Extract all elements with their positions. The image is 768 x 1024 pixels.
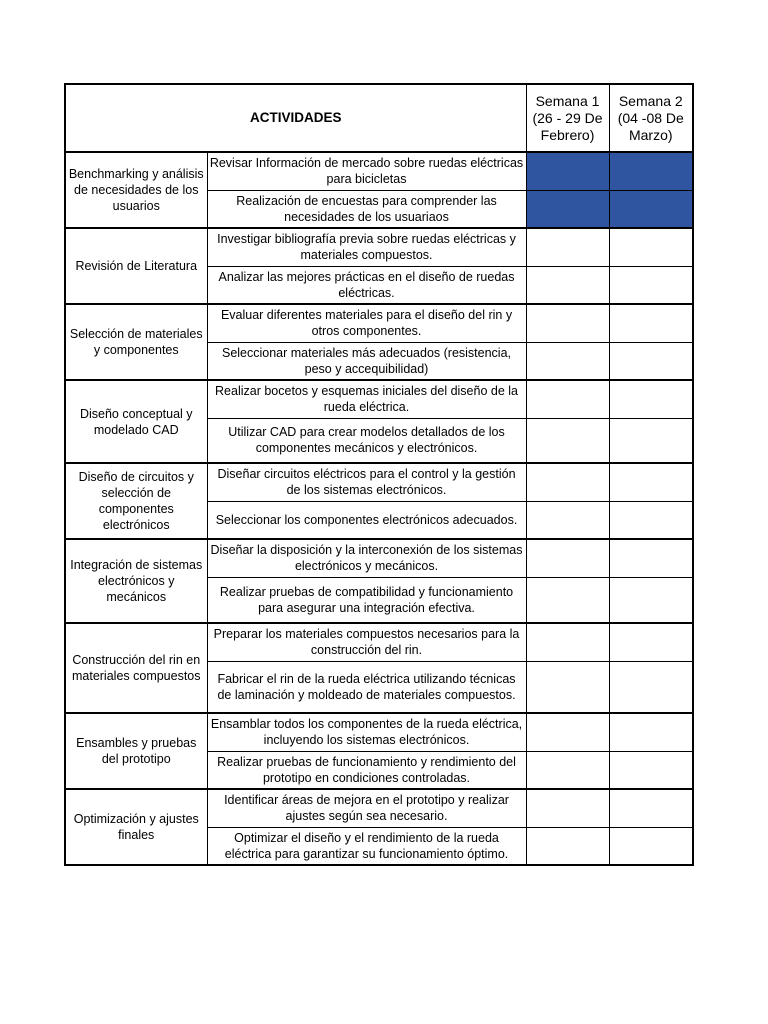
task-label: Fabricar el rin de la rueda eléctrica utilizando técnicas de laminación y moldeado de materiales compuestos.: [207, 661, 526, 713]
task-label: Evaluar diferentes materiales para el diseño del rin y otros componentes.: [207, 304, 526, 342]
table-row: [65, 304, 693, 342]
group-label: Integración de sistemas electrónicos y mecánicos: [65, 539, 207, 623]
week1-cell: [526, 713, 609, 751]
task-label: Seleccionar materiales más adecuados (resistencia, peso y accequibilidad): [207, 342, 526, 380]
table-row: [65, 463, 693, 501]
week2-cell: [609, 501, 693, 539]
week2-cell: [609, 304, 693, 342]
activities-header: ACTIVIDADES: [65, 84, 526, 152]
week1-cell: [526, 190, 609, 228]
group-label: Benchmarking y análisis de necesidades de los usuarios: [65, 152, 207, 228]
week2-cell: [609, 228, 693, 266]
table-row: [65, 152, 693, 190]
week1-cell: [526, 539, 609, 577]
group-label: Selección de materiales y componentes: [65, 304, 207, 380]
week1-cell: [526, 623, 609, 661]
week1-cell: [526, 380, 609, 418]
group-label: Ensambles y pruebas del prototipo: [65, 713, 207, 789]
task-label: Ensamblar todos los componentes de la rueda eléctrica, incluyendo los sistemas electrónicos.: [207, 713, 526, 751]
week1-cell: [526, 827, 609, 865]
schedule-body: [65, 152, 693, 865]
week1-cell: [526, 342, 609, 380]
task-label: Investigar bibliografía previa sobre ruedas eléctricas y materiales compuestos.: [207, 228, 526, 266]
task-label: Realizar bocetos y esquemas iniciales del diseño de la rueda eléctrica.: [207, 380, 526, 418]
week2-cell: [609, 789, 693, 827]
week1-cell: [526, 266, 609, 304]
table-row: [65, 380, 693, 418]
table-row: [65, 789, 693, 827]
week2-cell: [609, 539, 693, 577]
group-label: Diseño conceptual y modelado CAD: [65, 380, 207, 463]
week2-cell: [609, 713, 693, 751]
task-label: Identificar áreas de mejora en el prototipo y realizar ajustes según sea necesario.: [207, 789, 526, 827]
week1-cell: [526, 751, 609, 789]
week2-cell: [609, 577, 693, 623]
week2-cell: [609, 418, 693, 463]
task-label: Diseñar la disposición y la interconexión de los sistemas electrónicos y mecánicos.: [207, 539, 526, 577]
week1-header: Semana 1 (26 - 29 De Febrero): [526, 84, 609, 152]
week1-cell: [526, 501, 609, 539]
week1-cell: [526, 418, 609, 463]
task-label: Revisar Información de mercado sobre ruedas eléctricas para bicicletas: [207, 152, 526, 190]
week2-header: Semana 2 (04 -08 De Marzo): [609, 84, 693, 152]
group-label: Diseño de circuitos y selección de componentes electrónicos: [65, 463, 207, 539]
week2-cell: [609, 827, 693, 865]
week2-cell: [609, 152, 693, 190]
table-row: [65, 713, 693, 751]
week1-cell: [526, 304, 609, 342]
week2-cell: [609, 751, 693, 789]
week2-cell: [609, 661, 693, 713]
task-label: Optimizar el diseño y el rendimiento de la rueda eléctrica para garantizar su funcionamiento óptimo.: [207, 827, 526, 865]
week1-cell: [526, 228, 609, 266]
week1-cell: [526, 152, 609, 190]
task-label: Utilizar CAD para crear modelos detallados de los componentes mecánicos y electrónicos.: [207, 418, 526, 463]
week1-cell: [526, 577, 609, 623]
task-label: Diseñar circuitos eléctricos para el control y la gestión de los sistemas electrónicos.: [207, 463, 526, 501]
week2-cell: [609, 463, 693, 501]
activity-schedule-table: [64, 83, 694, 866]
group-label: Construcción del rin en materiales compuestos: [65, 623, 207, 713]
task-label: Realizar pruebas de funcionamiento y rendimiento del prototipo en condiciones controladas.: [207, 751, 526, 789]
week2-cell: [609, 266, 693, 304]
group-label: Optimización y ajustes finales: [65, 789, 207, 865]
table-row: [65, 623, 693, 661]
week2-cell: [609, 342, 693, 380]
week2-cell: [609, 380, 693, 418]
task-label: Analizar las mejores prácticas en el diseño de ruedas eléctricas.: [207, 266, 526, 304]
table-row: [65, 228, 693, 266]
task-label: Realizar pruebas de compatibilidad y funcionamiento para asegurar una integración efectiva.: [207, 577, 526, 623]
week2-cell: [609, 623, 693, 661]
week1-cell: [526, 463, 609, 501]
task-label: Preparar los materiales compuestos necesarios para la construcción del rin.: [207, 623, 526, 661]
week2-cell: [609, 190, 693, 228]
week1-cell: [526, 789, 609, 827]
week1-cell: [526, 661, 609, 713]
task-label: Realización de encuestas para comprender las necesidades de los usuariaos: [207, 190, 526, 228]
table-row: [65, 539, 693, 577]
task-label: Seleccionar los componentes electrónicos adecuados.: [207, 501, 526, 539]
group-label: Revisión de Literatura: [65, 228, 207, 304]
